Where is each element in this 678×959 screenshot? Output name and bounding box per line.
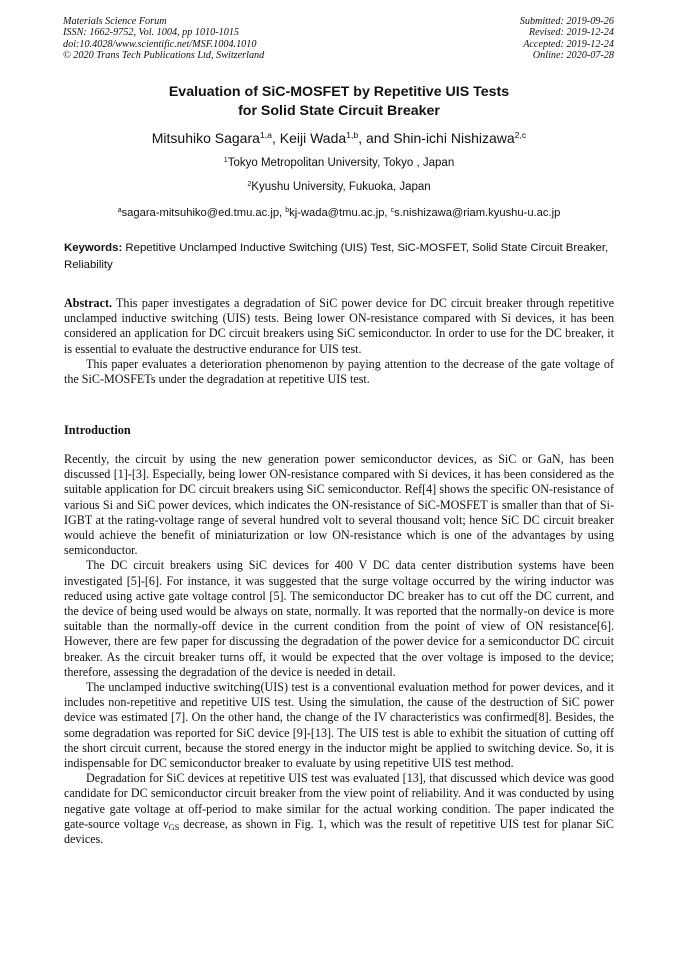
abstract-section: [64, 296, 614, 387]
title-line-2: for Solid State Circuit Breaker: [238, 103, 440, 119]
introduction-heading: Introduction: [64, 423, 131, 437]
author-affiliation-mark: 1,b: [346, 130, 359, 141]
journal-issn: ISSN: 1662-9752, Vol. 1004, pp 1010-1015: [63, 27, 240, 39]
abstract-label: Abstract.: [64, 296, 113, 310]
intro-paragraph-4: [64, 771, 614, 847]
journal-copyright: © 2020 Trans Tech Publications Ltd, Switzerland: [63, 49, 265, 61]
intro-paragraph-3: The unclamped inductive switching(UIS) test is a conventional evaluation method for power devices, and it includes non-repetitive and repetitive UIS test. Using the simulation, the cause of the destruction of SiC power device was estimated [7]. On the other hand, the change of the IV characteristics was confirmed[8]. Besides, the some degradation was reported for SiC device [9]-[13]. The UIS test is able to exhibit the situation of cutting off the short circuit current, because the stored energy in the inductor might be applied to switching device. So, it is indispensable for DC semiconductor breaker to evaluate by using repetitive UIS test method.: [64, 680, 614, 771]
accepted-date: Accepted: 2019-12-24: [523, 38, 614, 50]
online-date: Online: 2020-07-28: [532, 49, 614, 61]
author-affiliation-mark: 1,a: [259, 130, 272, 141]
intro-paragraph-4-text-end: decrease, as shown in Fig. 1, which was the result of repetitive UIS test for planar SiC devices.: [64, 816, 614, 847]
affiliation-mark: 2: [247, 180, 252, 189]
author-emails: [0, 206, 678, 220]
affiliation-text: Kyushu University, Fukuoka, Japan: [251, 181, 431, 193]
abstract-text: This paper investigates a degradation of SiC power device for DC circuit breaker through repetitive unclamped inductive switching (UIS) tests. Being lower ON-resistance compared with Si devices, it has been considered an application for DC circuit breakers using SiC semiconductor. In order to use for the DC breaker, it is essential to evaluate the destructive endurance for UIS test.: [64, 296, 614, 356]
author-separator: , and: [358, 130, 394, 146]
email-address: sagara-mitsuhiko@ed.tmu.ac.jp,: [121, 207, 286, 219]
introduction-section: [64, 452, 614, 847]
author-name: Shin-ichi Nishizawa: [393, 130, 515, 146]
abstract-paragraph-2: This paper evaluates a deterioration phenomenon by paying attention to the decrease of the gate voltage of the SiC-MOSFETs under the degradation at repetitive UIS test.: [64, 356, 614, 387]
author-name: Mitsuhiko Sagara: [151, 130, 260, 146]
vgs-letter: v: [163, 816, 169, 831]
email-address: kj-wada@tmu.ac.jp,: [289, 207, 391, 219]
title-line-1: Evaluation of SiC-MOSFET by Repetitive UIS Tests: [168, 84, 510, 100]
email-address: s.nishizawa@riam.kyushu-u.ac.jp: [394, 207, 561, 219]
affiliation-1: [0, 156, 678, 170]
author-name: Keiji Wada: [279, 130, 347, 146]
journal-info: [63, 16, 264, 61]
author-list: [0, 129, 678, 147]
author-separator: ,: [271, 130, 280, 146]
publication-dates: [520, 16, 614, 61]
intro-paragraph-1: Recently, the circuit by using the new generation power semiconductor devices, as SiC or GaN, has been discussed [1]-[3]. Especially, being lower ON-resistance compared with Si devices, it has been considered as the suitable application for DC circuit breakers using SiC semiconductor. Ref[4] shows the specific ON-resistance of various Si and SiC power devices, which indicates the ON-resistance of SiC-MOSFET is smaller than that of Si-IGBT at the rating-voltage range of several hundred volt to several thousand volt; hence SiC DC circuit breaker would achieve the benefit of miniaturization or low ON-resistance which is one of the advantages by using semiconductor.: [64, 452, 614, 558]
gate-source-voltage-symbol: [163, 817, 179, 831]
email-mark: a: [117, 207, 122, 215]
affiliation-mark: 1: [223, 156, 228, 165]
keywords-label: Keywords:: [64, 242, 123, 254]
vgs-subscript: GS: [168, 821, 180, 832]
journal-name: Materials Science Forum: [63, 16, 167, 27]
intro-paragraph-4-text: Degradation for SiC devices at repetitive UIS test was evaluated [13], that discussed which device was good candidate for DC semiconductor circuit breaker from the view point of reliability. And it was conducted by using negative gate voltage at off-period to make similar for the actual working condition. The paper indicated the gate-source voltage: [64, 771, 614, 831]
author-affiliation-mark: 2,c: [514, 130, 527, 141]
submitted-date: Submitted: 2019-09-26: [519, 16, 614, 27]
journal-doi: doi:10.4028/www.scientific.net/MSF.1004.1010: [63, 38, 257, 50]
paper-title: [0, 83, 678, 121]
affiliation-text: Tokyo Metropolitan University, Tokyo , Japan: [227, 157, 455, 169]
affiliation-2: [0, 180, 678, 194]
intro-paragraph-2: The DC circuit breakers using SiC devices for 400 V DC data center distribution systems have been investigated [5]-[6]. For instance, it was suggested that the surge voltage occurred by the wiring inductor was reduced using active gate voltage control [5]. The semiconductor DC breaker has to cut off the DC current, and the device of being used would be always on state, normally. It was reported that the normally-on device is more suitable than the normally-off device in the current condition from the point of view of ON resistance[6]. However, there are few paper for discussing the degradation of the power device for a semiconductor DC circuit breaker. As the circuit breaker turns off, it would be expected that the over voltage is imposed to the device; therefore, assessing the degradation of the device is needed in detail.: [64, 558, 614, 679]
email-mark: b: [285, 207, 290, 215]
keywords-section: [64, 240, 614, 273]
email-mark: c: [390, 207, 395, 215]
abstract-paragraph-1: [64, 296, 614, 357]
revised-date: Revised: 2019-12-24: [528, 27, 614, 39]
keywords-text: Repetitive Unclamped Inductive Switching (UIS) Test, SiC-MOSFET, Solid State Circuit Breaker, Reliability: [64, 242, 609, 271]
